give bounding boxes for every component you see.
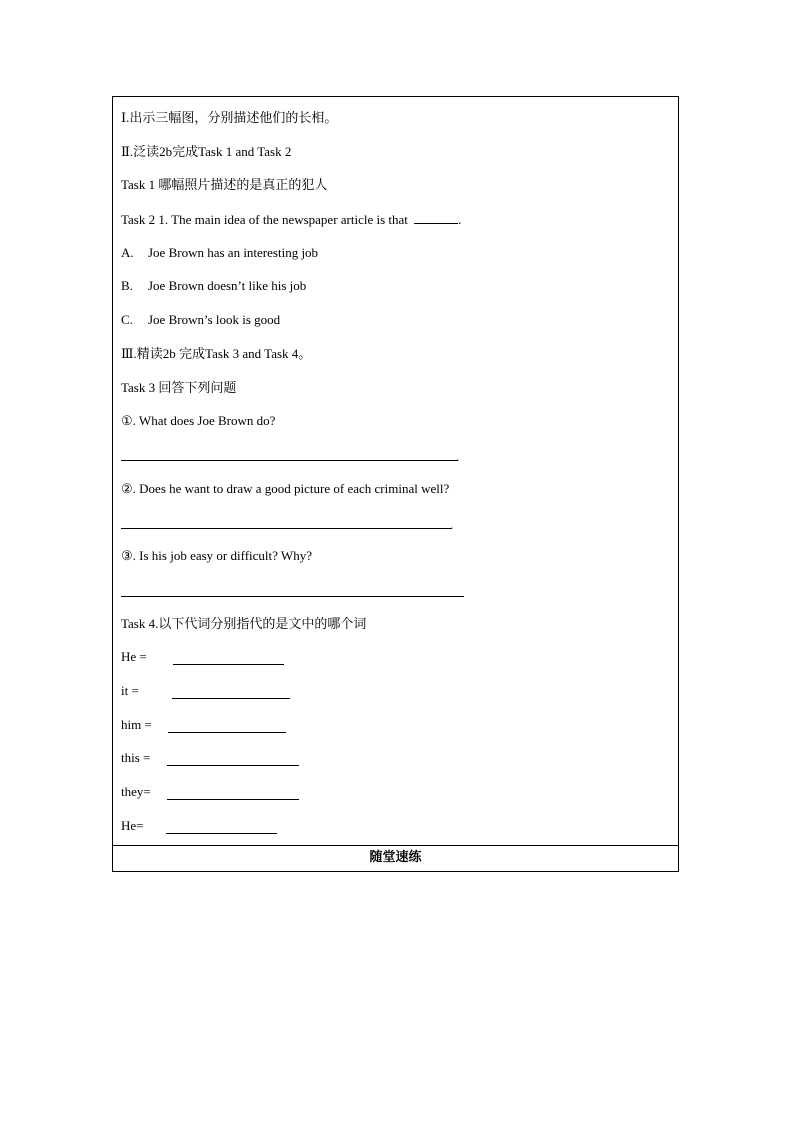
question-3-answer-line[interactable] (121, 596, 464, 597)
question-1: ①. What does Joe Brown do? (121, 413, 276, 428)
task-2-question-text: Task 2 1. The main idea of the newspaper article is that (121, 212, 408, 227)
option-a-letter: A. (121, 245, 134, 260)
pronoun-blank-they[interactable] (167, 799, 299, 800)
section-3-heading: Ⅲ.精读2b 完成Task 3 and Task 4。 (121, 346, 312, 361)
pronoun-label-it: it = (121, 683, 139, 698)
worksheet-table (112, 96, 679, 872)
task-2-question-end: . (458, 212, 462, 227)
pronoun-row-this (121, 750, 150, 766)
question-2-period: . (450, 517, 454, 532)
pronoun-blank-him[interactable] (168, 732, 286, 733)
option-c-text: Joe Brown’s look is good (148, 312, 281, 327)
option-b[interactable] (121, 278, 306, 294)
task-2-question (121, 211, 461, 228)
task-3-prompt: Task 3 回答下列问题 (121, 380, 237, 395)
pronoun-blank-he[interactable] (173, 664, 284, 665)
pronoun-label-he: He = (121, 649, 147, 664)
pronoun-label-they: they= (121, 784, 151, 799)
question-2: ②. Does he want to draw a good picture of each criminal well? (121, 481, 450, 496)
option-b-text: Joe Brown doesn’t like his job (148, 278, 307, 293)
task-4-prompt: Task 4.以下代词分别指代的是文中的哪个词 (121, 616, 367, 631)
pronoun-label-him: him = (121, 717, 152, 732)
pronoun-blank-it[interactable] (172, 698, 290, 699)
pronoun-row-they (121, 784, 151, 800)
practice-section-header: 随堂速练 (113, 845, 678, 872)
worksheet-content-cell (113, 97, 678, 845)
question-3: ③. Is his job easy or difficult? Why? (121, 548, 312, 563)
section-2-heading: Ⅱ.泛读2b完成Task 1 and Task 2 (121, 144, 292, 159)
pronoun-row-it (121, 683, 139, 699)
pronoun-row-him (121, 717, 152, 733)
option-a[interactable] (121, 245, 318, 261)
pronoun-label-he-2: He= (121, 818, 144, 833)
question-1-period: . (456, 449, 460, 464)
pronoun-label-this: this = (121, 750, 151, 765)
option-c-letter: C. (121, 312, 133, 327)
task-2-answer-blank[interactable] (414, 211, 458, 224)
section-1-heading: Ⅰ.出示三幅图，分别描述他们的长相。 (121, 110, 338, 125)
pronoun-row-he (121, 649, 147, 665)
pronoun-blank-he-2[interactable] (166, 833, 277, 834)
pronoun-row-he-2 (121, 818, 144, 834)
option-c[interactable] (121, 312, 280, 328)
pronoun-blank-this[interactable] (167, 765, 299, 766)
question-1-answer-line[interactable] (121, 460, 457, 461)
option-a-text: Joe Brown has an interesting job (148, 245, 319, 260)
option-b-letter: B. (121, 278, 133, 293)
task-1-prompt: Task 1 哪幅照片描述的是真正的犯人 (121, 177, 328, 192)
question-2-answer-line[interactable] (121, 528, 451, 529)
